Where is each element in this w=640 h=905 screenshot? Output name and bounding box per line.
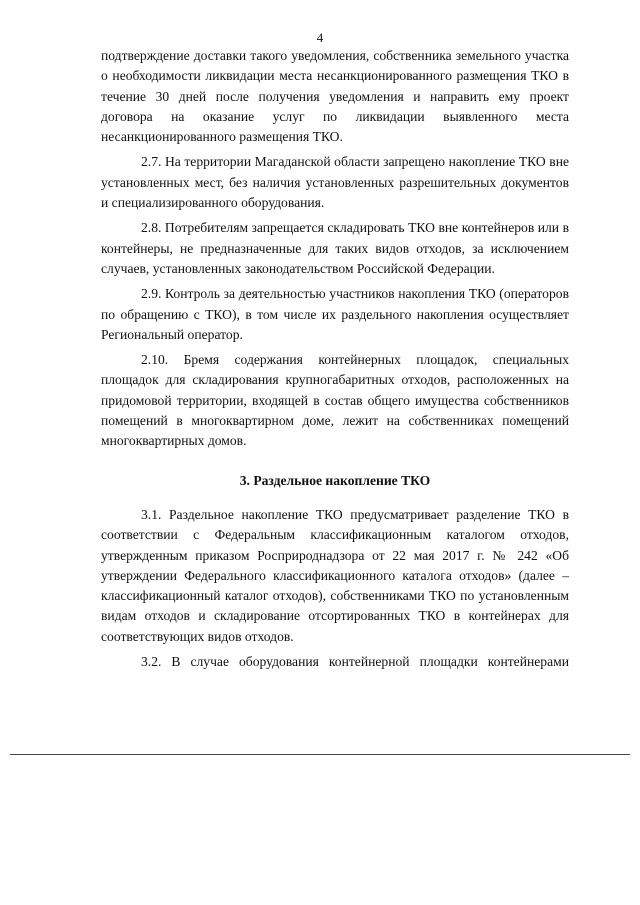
paragraph-continuation: подтверждение доставки такого уведомления, собственника земельного участка о необходимости ликвидации места несанкционированного размещения ТКО в течение 30 дней после получения уведомления и направить ему проект договора на оказание услуг по ликвидации выявленного места несанкционированного размещения ТКО. <box>101 48 569 145</box>
paragraph-2-8: 2.8. Потребителям запрещается складировать ТКО вне контейнеров или в контейнеры, не предназначенные для таких видов отходов, за исключением случаев, установленных законодательством Российской Федерации. <box>101 220 569 276</box>
paragraph-2-7: 2.7. На территории Магаданской области запрещено накопление ТКО вне установленных мест, без наличия установленных разрешительных документов и специализированного оборудования. <box>101 154 569 211</box>
paragraph-3-1: 3.1. Раздельное накопление ТКО предусматривает разделение ТКО в соответствии с Федеральным классификационным каталогом отходов, утвержденным приказом Росприроднадзора от 22 мая 2017 г. № 242 «Об утверждении Федерального классификационного каталога отходов» (далее – классификационный каталог отходов), собственниками ТКО по установленным видам отходов и складирование отсортированных ТКО в контейнерах для соответствующих видов отходов. <box>101 506 569 644</box>
document-body <box>101 46 569 672</box>
paragraph-3-2: 3.2. В случае оборудования контейнерной площадки контейнерами <box>141 654 569 670</box>
paragraph-2-10: 2.10. Бремя содержания контейнерных площадок, специальных площадок для складирования крупногабаритных отходов, расположенных на придомовой территории, входящей в состав общего имущества собственников помещений в многоквартирном доме, лежит на собственниках помещений многоквартирных домов. <box>101 352 569 449</box>
paragraphs-section-2 <box>101 46 569 452</box>
paragraphs-section-3 <box>101 505 569 672</box>
paragraph-2-9: 2.9. Контроль за деятельностью участников накопления ТКО (операторов по обращению с ТКО), в том числе их раздельного накопления осуществляет Региональный оператор. <box>101 286 569 342</box>
footer-divider <box>10 754 630 755</box>
section-heading: 3. Раздельное накопление ТКО <box>239 472 431 488</box>
page-number: 4 <box>316 30 324 45</box>
